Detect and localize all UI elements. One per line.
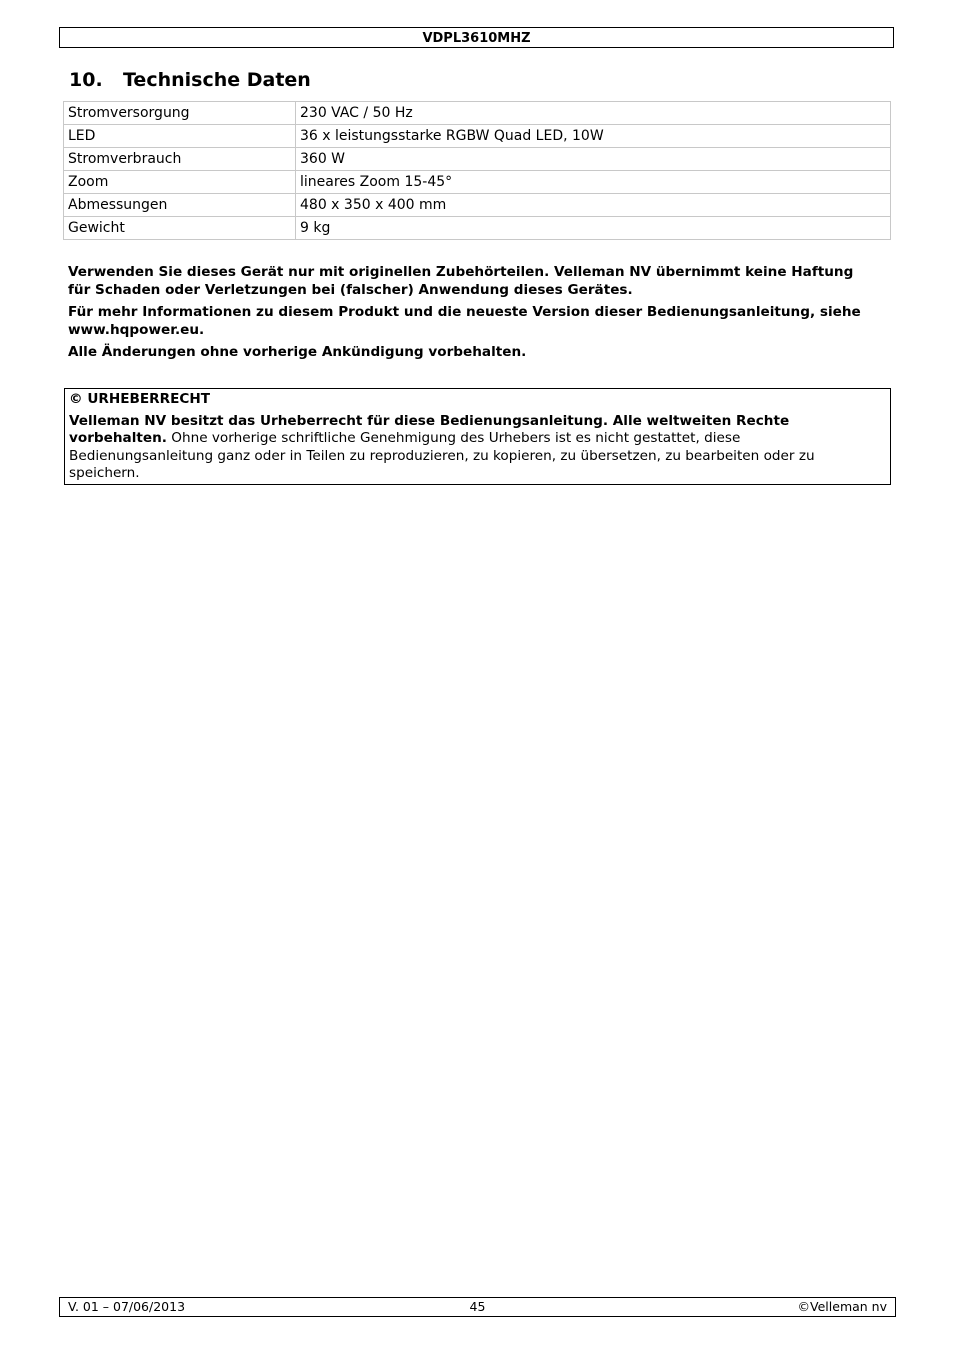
spec-label: Abmessungen bbox=[64, 194, 296, 217]
spec-value: 480 x 350 x 400 mm bbox=[296, 194, 891, 217]
copyright-title: © URHEBERRECHT bbox=[69, 391, 210, 407]
section-title-text: Technische Daten bbox=[123, 69, 311, 91]
spec-value: 9 kg bbox=[296, 217, 891, 240]
spec-value: 360 W bbox=[296, 148, 891, 171]
note-accessories: Verwenden Sie dieses Gerät nur mit originellen Zubehörteilen. Velleman NV übernimmt keine Haftung für Schaden oder Verletzungen bei (falscher) Anwendung dieses Gerätes. bbox=[68, 264, 854, 298]
footer-page-number: 45 bbox=[469, 1299, 486, 1314]
spec-value: 230 VAC / 50 Hz bbox=[296, 102, 891, 125]
note-changes: Alle Änderungen ohne vorherige Ankündigung vorbehalten. bbox=[68, 344, 527, 360]
table-row bbox=[64, 102, 891, 125]
table-row bbox=[64, 171, 891, 194]
notes-block bbox=[68, 263, 868, 365]
spec-label: Gewicht bbox=[64, 217, 296, 240]
copyright-body bbox=[69, 413, 886, 483]
spec-label: Stromverbrauch bbox=[64, 148, 296, 171]
spec-label: Stromversorgung bbox=[64, 102, 296, 125]
table-row bbox=[64, 217, 891, 240]
spec-label: LED bbox=[64, 125, 296, 148]
spec-table bbox=[63, 101, 891, 240]
model-name: VDPL3610MHZ bbox=[422, 31, 531, 46]
spec-label: Zoom bbox=[64, 171, 296, 194]
footer-company: ©Velleman nv bbox=[797, 1299, 887, 1314]
copyright-text: Ohne vorherige schriftliche Genehmigung des Urhebers ist es nicht gestattet, diese Bedienungsanleitung ganz oder in Teilen zu reproduzieren, zu kopieren, zu übersetzen, zu bearbeiten oder zu speichern. bbox=[69, 430, 815, 481]
note-more-info: Für mehr Informationen zu diesem Produkt und die neueste Version dieser Bedienungsanleitung, siehe www.hqpower.eu. bbox=[68, 304, 861, 338]
page-footer bbox=[59, 1297, 896, 1317]
table-row bbox=[64, 125, 891, 148]
copyright-bold-text: Velleman NV besitzt das Urheberrecht für diese Bedienungsanleitung. Alle weltweiten Rechte vorbehalten. bbox=[69, 412, 790, 446]
section-number: 10. bbox=[69, 69, 103, 91]
table-row bbox=[64, 194, 891, 217]
section-title bbox=[69, 66, 311, 94]
page-header bbox=[59, 27, 894, 48]
footer-version: V. 01 – 07/06/2013 bbox=[68, 1299, 186, 1314]
table-row bbox=[64, 148, 891, 171]
spec-value: lineares Zoom 15-45° bbox=[296, 171, 891, 194]
copyright-box bbox=[64, 388, 891, 485]
spec-value: 36 x leistungsstarke RGBW Quad LED, 10W bbox=[296, 125, 891, 148]
